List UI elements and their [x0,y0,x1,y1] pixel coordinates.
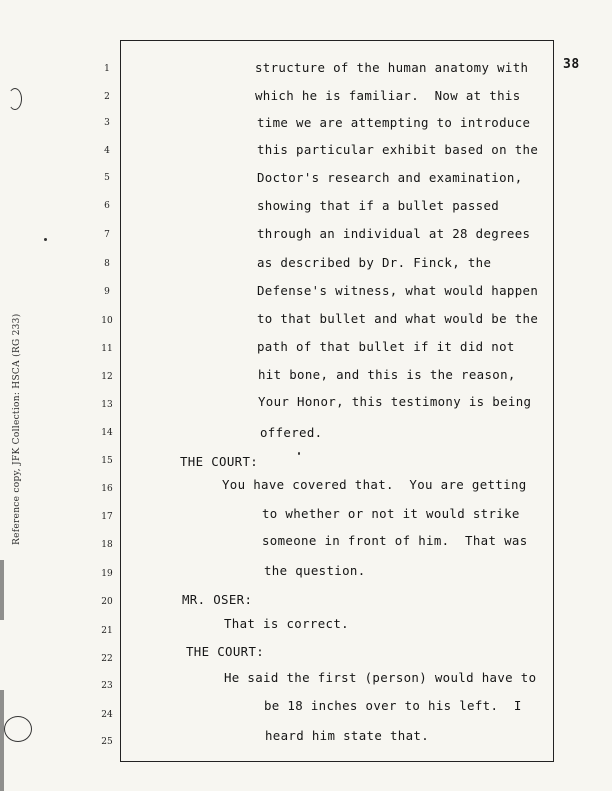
binder-hole-mark [8,88,22,110]
line-number: 9 [104,287,110,297]
transcript-line: the question. [264,563,366,578]
transcript-line: Your Honor, this testimony is being [258,394,532,409]
transcript-line: heard him state that. [265,728,430,743]
transcript-line: time we are attempting to introduce [257,115,531,130]
scan-binding-shadow [0,690,4,791]
transcript-line: offered. [260,425,323,440]
line-number: 25 [101,737,113,747]
speaker-label: THE COURT: [186,644,265,659]
transcript-line: He said the first (person) would have to [224,670,537,685]
transcript-line: path of that bullet if it did not [257,339,515,354]
line-number: 6 [104,201,110,211]
transcript-line: You have covered that. You are getting [222,477,527,492]
line-number: 7 [104,230,110,240]
line-number: 19 [101,569,113,579]
line-number: 11 [101,344,113,354]
transcript-line: structure of the human anatomy with [255,60,529,75]
transcript-line: this particular exhibit based on the [257,142,539,157]
transcript-line: as described by Dr. Finck, the [257,255,492,270]
line-number: 13 [101,400,113,410]
line-number: 8 [104,259,110,269]
line-number: 5 [104,173,110,183]
line-number: 20 [101,597,113,607]
transcript-line: which he is familiar. Now at this [255,88,521,103]
line-number: 18 [101,540,113,550]
line-number: 23 [101,681,113,691]
line-number: 22 [101,654,113,664]
transcript-line: someone in front of him. That was [262,533,528,548]
transcript-line: Defense's witness, what would happen [257,283,539,298]
transcript-line: be 18 inches over to his left. I [264,698,522,713]
transcript-line: hit bone, and this is the reason, [258,367,516,382]
speaker-label: THE COURT: [180,454,259,469]
binder-hole-mark [4,716,32,742]
line-number: 1 [104,64,110,74]
transcript-line: to that bullet and what would be the [257,311,539,326]
scan-speck [298,452,300,455]
transcript-line: to whether or not it would strike [262,506,520,521]
line-number: 4 [104,146,110,156]
line-number: 3 [104,118,110,128]
line-number: 21 [101,626,113,636]
scan-binding-shadow [0,560,4,620]
line-number: 16 [101,484,113,494]
line-number: 14 [101,428,113,438]
transcript-line: through an individual at 28 degrees [257,226,531,241]
line-number: 10 [101,316,113,326]
transcript-line: That is correct. [224,616,349,631]
archive-reference-stamp: Reference copy, JFK Collection: HSCA (RG 233) [12,313,22,545]
transcript-line: Doctor's research and examination, [257,170,523,185]
transcript-line: showing that if a bullet passed [257,198,500,213]
line-number: 24 [101,710,113,720]
scan-speck [44,238,47,241]
line-number: 2 [104,92,110,102]
line-number: 17 [101,512,113,522]
speaker-label: MR. OSER: [182,592,253,607]
line-number: 12 [101,372,113,382]
line-number: 15 [101,456,113,466]
page-number: 38 [563,57,580,72]
